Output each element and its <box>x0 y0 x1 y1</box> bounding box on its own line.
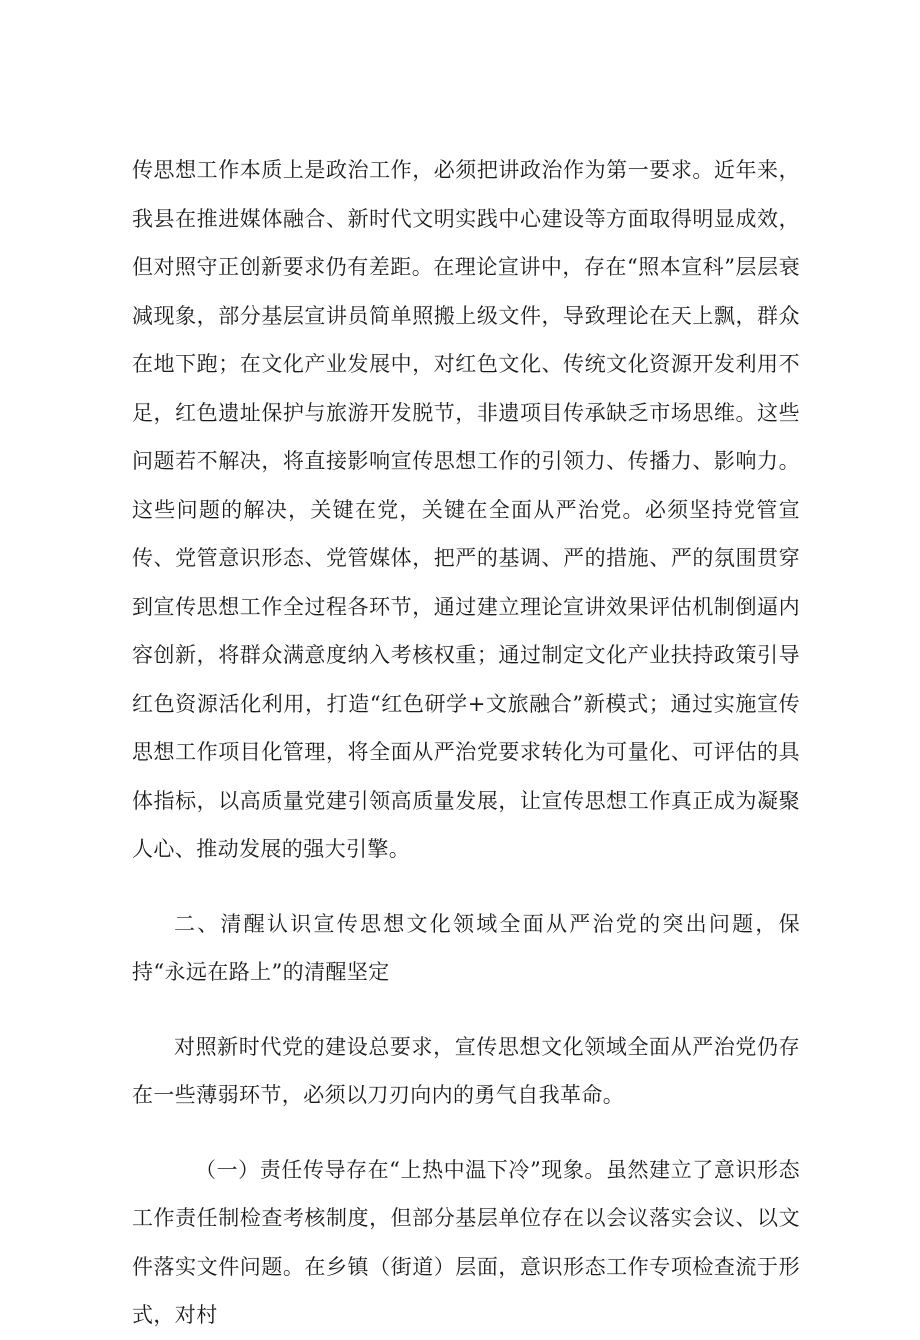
document-page <box>132 146 800 1340</box>
subsection-paragraph: （一）责任传导存在“上热中温下冷”现象。虽然建立了意识形态工作责任制检查考核制度，但部分基层单位存在以会议落实会议、以文件落实文件问题。在乡镇（街道）层面，意识形态工作专项检查流于形式，对村 <box>132 1157 800 1327</box>
body-paragraph: 对照新时代党的建设总要求，宣传思想文化领域全面从严治党仍存在一些薄弱环节，必须以刀刃向内的勇气自我革命。 <box>132 1034 800 1107</box>
section-heading: 二、清醒认识宣传思想文化领域全面从严治党的突出问题，保持“永远在路上”的清醒坚定 <box>132 911 800 984</box>
body-paragraph: 传思想工作本质上是政治工作，必须把讲政治作为第一要求。近年来，我县在推进媒体融合、新时代文明实践中心建设等方面取得明显成效，但对照守正创新要求仍有差距。在理论宣讲中，存在“照本宣科”层层衰减现象，部分基层宣讲员简单照搬上级文件，导致理论在天上飘，群众在地下跑；在文化产业发展中，对红色文化、传统文化资源开发利用不足，红色遗址保护与旅游开发脱节，非遗项目传承缺乏市场思维。这些问题若不解决，将直接影响宣传思想工作的引领力、传播力、影响力。这些问题的解决，关键在党，关键在全面从严治党。必须坚持党管宣传、党管意识形态、党管媒体，把严的基调、严的措施、严的氛围贯穿到宣传思想工作全过程各环节，通过建立理论宣讲效果评估机制倒逼内容创新，将群众满意度纳入考核权重；通过制定文化产业扶持政策引导红色资源活化利用，打造“红色研学+文旅融合”新模式；通过实施宣传思想工作项目化管理，将全面从严治党要求转化为可量化、可评估的具体指标，以高质量党建引领高质量发展，让宣传思想工作真正成为凝聚人心、推动发展的强大引擎。 <box>132 158 800 861</box>
